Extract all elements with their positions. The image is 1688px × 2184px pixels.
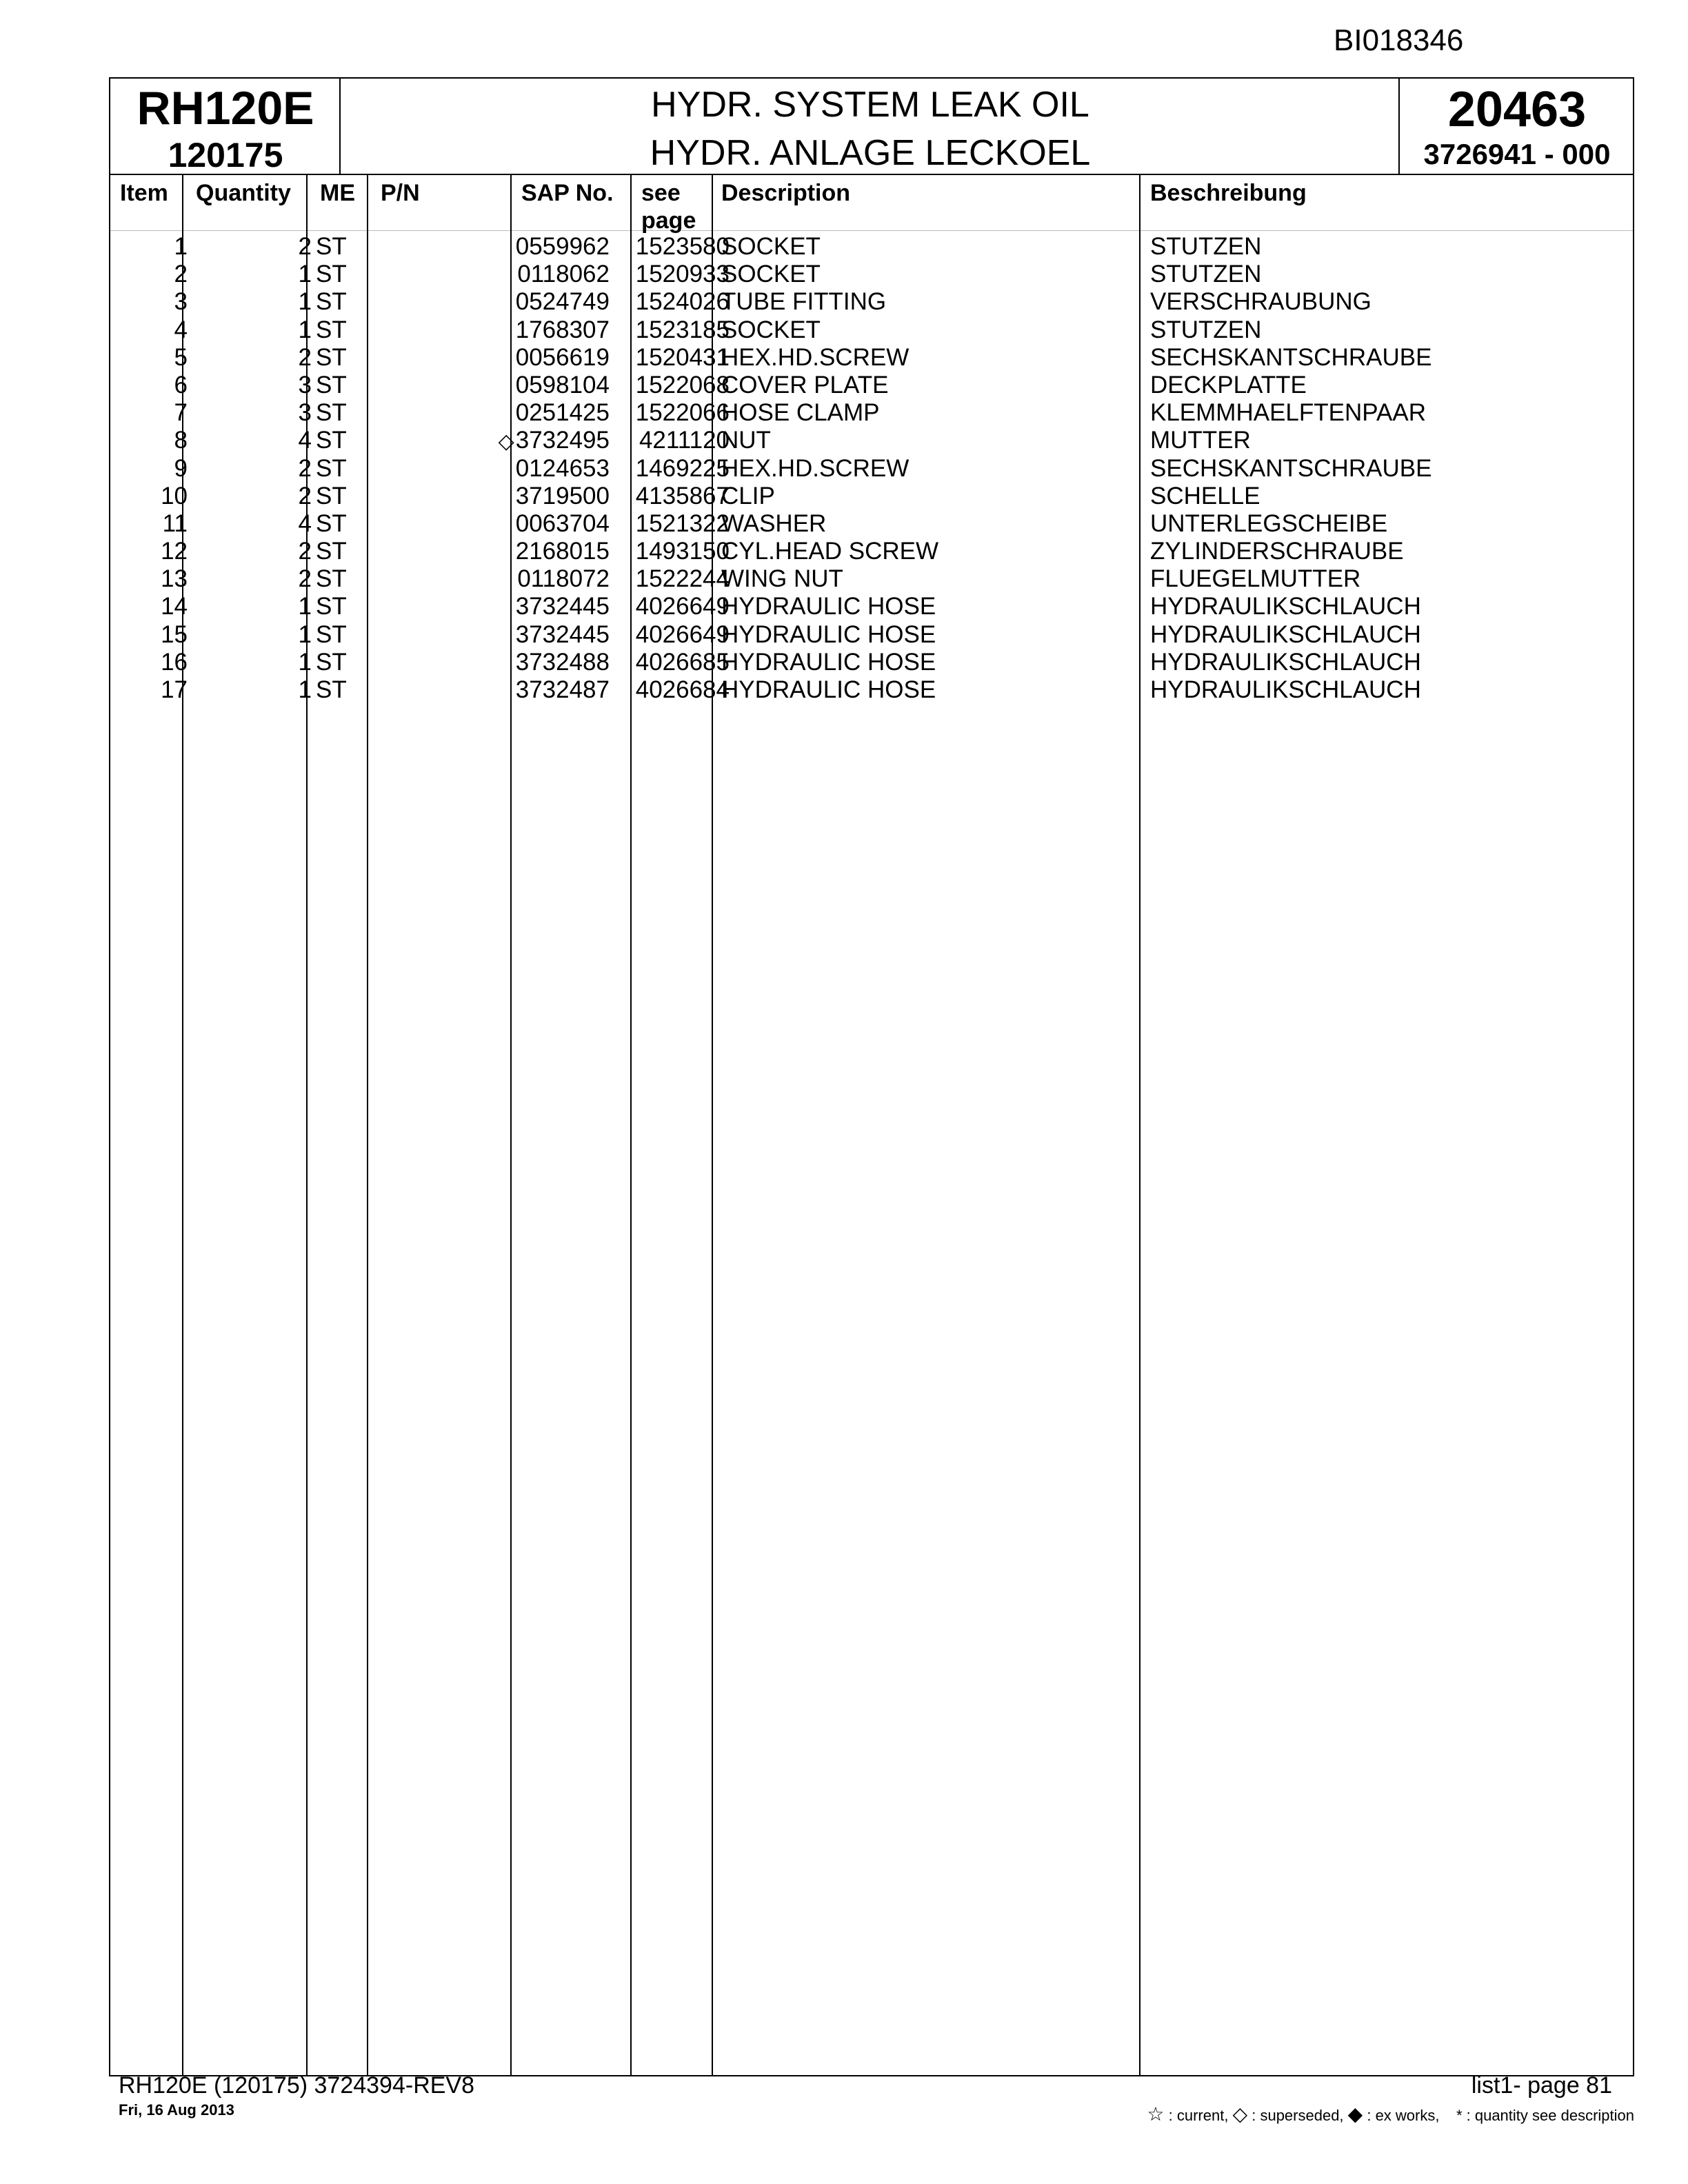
unit: ST xyxy=(316,454,347,482)
part-number: 0124653 xyxy=(515,454,610,482)
parts-table-body xyxy=(110,233,1633,704)
sap-number: 1521322 xyxy=(635,509,730,537)
part-number: 1768307 xyxy=(515,316,610,343)
description: HEX.HD.SCREW xyxy=(721,343,910,371)
quantity: 2 xyxy=(298,482,312,509)
item-number: 17 xyxy=(161,676,188,703)
unit: ST xyxy=(316,371,347,398)
sap-number: 1469225 xyxy=(635,454,730,482)
item-number: 4 xyxy=(174,316,188,343)
description: NUT xyxy=(721,427,771,454)
sap-number: 4026649 xyxy=(635,593,730,620)
item-number: 2 xyxy=(174,261,188,288)
footer-document-reference: RH120E (120175) 3724394-REV8 xyxy=(119,2072,475,2099)
column-description: Description xyxy=(721,180,851,206)
sap-number: 1522068 xyxy=(635,371,730,398)
sap-number: 1520431 xyxy=(635,343,730,371)
description: HYDRAULIC HOSE xyxy=(721,593,936,620)
sap-number: 4135867 xyxy=(635,482,730,509)
quantity: 2 xyxy=(298,538,312,565)
quantity: 1 xyxy=(298,261,312,288)
part-number: 0063704 xyxy=(515,509,610,537)
unit: ST xyxy=(316,261,347,288)
title-german: HYDR. ANLAGE LECKOEL xyxy=(650,133,1091,173)
quantity: 1 xyxy=(298,676,312,703)
beschreibung: SECHSKANTSCHRAUBE xyxy=(1150,343,1432,371)
quantity: 4 xyxy=(298,427,312,454)
footer-legend xyxy=(1147,2103,1634,2125)
column-beschreibung: Beschreibung xyxy=(1150,180,1307,206)
unit: ST xyxy=(316,316,347,343)
part-number: 0251425 xyxy=(515,399,610,427)
part-number: 3732488 xyxy=(515,648,610,676)
item-number: 15 xyxy=(161,620,188,648)
beschreibung: DECKPLATTE xyxy=(1150,371,1307,398)
table-row xyxy=(110,565,1633,593)
sap-number: 1493150 xyxy=(635,538,730,565)
item-number: 7 xyxy=(174,399,188,427)
part-number: 3719500 xyxy=(515,482,610,509)
beschreibung: ZYLINDERSCHRAUBE xyxy=(1150,538,1404,565)
column-item: Item xyxy=(120,180,168,206)
beschreibung: VERSCHRAUBUNG xyxy=(1150,288,1372,316)
item-number: 10 xyxy=(161,482,188,509)
column-pn: P/N xyxy=(381,180,420,206)
table-row xyxy=(110,455,1633,483)
column-see-page-line1: see xyxy=(641,180,681,206)
quantity: 2 xyxy=(298,454,312,482)
table-row xyxy=(110,593,1633,620)
beschreibung: STUTZEN xyxy=(1150,233,1262,260)
legend-ex-works: : ex works, xyxy=(1367,2107,1440,2124)
footer-page-number: list1- page 81 xyxy=(1471,2072,1612,2099)
column-sap: SAP No. xyxy=(521,180,614,206)
sap-number: 1522244 xyxy=(635,565,730,593)
sap-number: 4026685 xyxy=(635,648,730,676)
sap-number: 4026684 xyxy=(635,676,730,703)
star-icon: ☆ xyxy=(1147,2103,1165,2125)
quantity: 2 xyxy=(298,565,312,593)
item-number: 1 xyxy=(174,233,188,260)
quantity: 3 xyxy=(298,371,312,398)
beschreibung: KLEMMHAELFTENPAAR xyxy=(1150,399,1426,427)
group-number: 20463 xyxy=(1447,82,1587,137)
beschreibung: STUTZEN xyxy=(1150,261,1262,288)
table-row xyxy=(110,649,1633,676)
part-number-text: 3732495 xyxy=(515,427,610,454)
legend-current: : current, xyxy=(1168,2107,1229,2124)
description: CLIP xyxy=(721,482,775,509)
column-see-page xyxy=(641,179,696,234)
sap-number: 1524026 xyxy=(635,288,730,316)
part-number xyxy=(499,427,610,456)
beschreibung: STUTZEN xyxy=(1150,316,1262,343)
column-me: ME xyxy=(320,180,355,206)
table-row xyxy=(110,510,1633,538)
beschreibung: HYDRAULIKSCHLAUCH xyxy=(1150,676,1421,703)
table-row xyxy=(110,288,1633,316)
description: HOSE CLAMP xyxy=(721,399,880,427)
sap-number: 1523185 xyxy=(635,316,730,343)
unit: ST xyxy=(316,565,347,593)
part-number: 3732487 xyxy=(515,676,610,703)
table-row xyxy=(110,344,1633,372)
superseded-diamond-icon: ◇ xyxy=(498,430,514,454)
item-number: 3 xyxy=(174,288,188,316)
quantity: 3 xyxy=(298,399,312,427)
item-number: 13 xyxy=(161,565,188,593)
item-number: 16 xyxy=(161,648,188,676)
quantity: 2 xyxy=(298,233,312,260)
hollow-diamond-icon: ◇ xyxy=(1232,2103,1248,2125)
unit: ST xyxy=(316,233,347,260)
sap-number: 1523580 xyxy=(635,233,730,260)
description: HYDRAULIC HOSE xyxy=(721,620,936,648)
asterisk-icon: * xyxy=(1456,2107,1463,2124)
part-number: 2168015 xyxy=(515,538,610,565)
table-row xyxy=(110,399,1633,427)
quantity: 1 xyxy=(298,316,312,343)
description: TUBE FITTING xyxy=(721,288,887,316)
item-number: 8 xyxy=(174,427,188,454)
table-row xyxy=(110,483,1633,510)
table-row xyxy=(110,372,1633,399)
column-header-row xyxy=(110,175,1633,234)
sap-number: 4211120 xyxy=(639,427,730,454)
part-number: 0118062 xyxy=(517,261,610,288)
part-number: 0118072 xyxy=(517,565,610,593)
description: WING NUT xyxy=(721,565,843,593)
group-block xyxy=(1400,79,1634,175)
part-number: 0056619 xyxy=(515,343,610,371)
unit: ST xyxy=(316,676,347,703)
model-number: RH120E xyxy=(137,82,314,134)
part-number: 0598104 xyxy=(515,371,610,398)
beschreibung: HYDRAULIKSCHLAUCH xyxy=(1150,648,1421,676)
column-see-page-line2: page xyxy=(641,208,696,234)
serial-number: 120175 xyxy=(168,136,283,174)
description: HYDRAULIC HOSE xyxy=(721,648,936,676)
description: SOCKET xyxy=(721,261,821,288)
description: SOCKET xyxy=(721,233,821,260)
sap-number: 1522066 xyxy=(635,399,730,427)
table-row xyxy=(110,233,1633,261)
unit: ST xyxy=(316,538,347,565)
quantity: 1 xyxy=(298,620,312,648)
description: HEX.HD.SCREW xyxy=(721,454,910,482)
item-number: 12 xyxy=(161,538,188,565)
filled-diamond-icon: ◆ xyxy=(1347,2103,1363,2125)
unit: ST xyxy=(316,509,347,537)
description: SOCKET xyxy=(721,316,821,343)
table-row xyxy=(110,621,1633,649)
parts-list-frame xyxy=(109,77,1634,2076)
unit: ST xyxy=(316,648,347,676)
part-number: 0559962 xyxy=(515,233,610,260)
unit: ST xyxy=(316,427,347,454)
description: WASHER xyxy=(721,509,827,537)
beschreibung: UNTERLEGSCHEIBE xyxy=(1150,509,1388,537)
model-block xyxy=(110,79,341,175)
item-number: 5 xyxy=(174,343,188,371)
quantity: 1 xyxy=(298,593,312,620)
item-number: 11 xyxy=(162,509,188,537)
legend-quantity: : quantity see description xyxy=(1466,2107,1634,2124)
unit: ST xyxy=(316,620,347,648)
quantity: 1 xyxy=(298,648,312,676)
part-number: 3732445 xyxy=(515,593,610,620)
item-number: 14 xyxy=(161,593,188,620)
part-number: 0524749 xyxy=(515,288,610,316)
beschreibung: MUTTER xyxy=(1150,427,1251,454)
table-row xyxy=(110,427,1633,454)
beschreibung: SCHELLE xyxy=(1150,482,1260,509)
item-number: 6 xyxy=(174,371,188,398)
part-number: 3732445 xyxy=(515,620,610,648)
unit: ST xyxy=(316,288,347,316)
table-row xyxy=(110,316,1633,344)
unit: ST xyxy=(316,593,347,620)
table-row xyxy=(110,538,1633,565)
sap-number: 4026649 xyxy=(635,620,730,648)
unit: ST xyxy=(316,399,347,427)
unit: ST xyxy=(316,482,347,509)
unit: ST xyxy=(316,343,347,371)
quantity: 1 xyxy=(298,288,312,316)
table-row xyxy=(110,261,1633,288)
footer-date: Fri, 16 Aug 2013 xyxy=(119,2101,234,2119)
table-row xyxy=(110,676,1633,704)
item-number: 9 xyxy=(174,454,188,482)
title-english: HYDR. SYSTEM LEAK OIL xyxy=(651,85,1089,125)
beschreibung: HYDRAULIKSCHLAUCH xyxy=(1150,593,1421,620)
legend-superseded: : superseded, xyxy=(1252,2107,1344,2124)
document-id: BI018346 xyxy=(1334,23,1464,57)
quantity: 4 xyxy=(298,509,312,537)
sap-number: 1520933 xyxy=(635,261,730,288)
quantity: 2 xyxy=(298,343,312,371)
beschreibung: SECHSKANTSCHRAUBE xyxy=(1150,454,1432,482)
title-block xyxy=(341,79,1400,175)
assembly-part-number: 3726941 - 000 xyxy=(1423,138,1611,170)
description: COVER PLATE xyxy=(721,371,889,398)
beschreibung: HYDRAULIKSCHLAUCH xyxy=(1150,620,1421,648)
description: CYL.HEAD SCREW xyxy=(721,538,939,565)
beschreibung: FLUEGELMUTTER xyxy=(1150,565,1361,593)
description: HYDRAULIC HOSE xyxy=(721,676,936,703)
column-quantity: Quantity xyxy=(196,180,291,206)
